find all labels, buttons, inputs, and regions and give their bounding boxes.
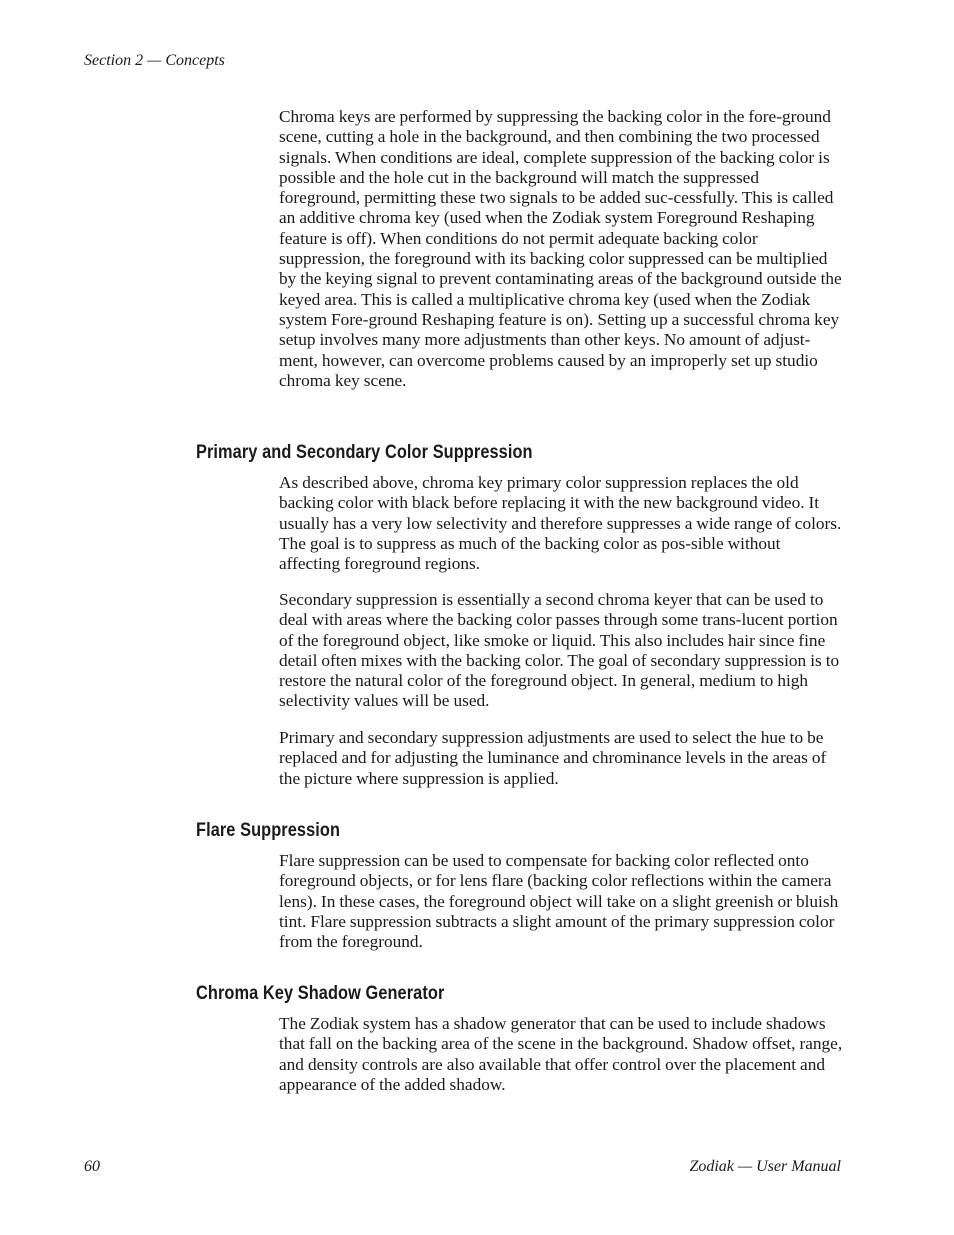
- running-head: Section 2 — Concepts: [84, 52, 225, 69]
- manual-title: Zodiak — User Manual: [689, 1158, 841, 1175]
- intro-paragraph: Chroma keys are performed by suppressing the backing color in the fore-ground scene, cutting a hole in the background, and then combining the two processed signals. When conditions are ideal, complete suppression of the backing color is possible and the hole cut in the background will match the suppressed foreground, permitting these two signals to be added suc-cessfully. This is called an additive chroma key (used when the Zodiak system Foreground Reshaping feature is off). When conditions do not permit adequate backing color suppression, the foreground with its backing color suppressed can be multiplied by the keying signal to prevent contaminating areas of the background outside the keyed area. This is called a multiplicative chroma key (used when the Zodiak system Fore-ground Reshaping feature is on). Setting up a successful chroma key setup involves many more adjustments than other keys. No amount of adjust-ment, however, can overcome problems caused by an improperly set up studio chroma key scene.: [279, 107, 842, 390]
- flare-suppression-block: [279, 851, 843, 952]
- body-paragraph: Primary and secondary suppression adjustments are used to select the hue to be replaced and for adjusting the luminance and chrominance levels in the areas of the picture where suppression is applied.: [279, 728, 827, 788]
- intro-block: [279, 107, 843, 391]
- heading-primary-secondary-suppression: Primary and Secondary Color Suppression: [196, 442, 533, 463]
- body-paragraph: Secondary suppression is essentially a second chroma keyer that can be used to deal with areas where the backing color passes through some trans-lucent portion of the foreground object, like smoke or liquid. This also includes hair since fine detail often mixes with the backing color. The goal of secondary suppression is to restore the natural color of the foreground object. In general, medium to high selectivity values will be used.: [279, 590, 840, 711]
- body-paragraph: As described above, chroma key primary color suppression replaces the old backing color with black before replacing it with the new background video. It usually has a very low selectivity and therefore suppresses a wide range of colors. The goal is to suppress as much of the backing color as pos-sible without affecting foreground regions.: [279, 473, 842, 574]
- shadow-generator-block: [279, 1014, 843, 1095]
- secondary-suppression-block: [279, 590, 843, 712]
- heading-flare-suppression: Flare Suppression: [196, 820, 341, 841]
- body-paragraph: The Zodiak system has a shadow generator that can be used to include shadows that fall on the backing area of the scene in the background. Shadow offset, range, and density controls are also available that offer control over the placement and appearance of the added shadow.: [279, 1014, 843, 1094]
- body-paragraph: Flare suppression can be used to compensate for backing color reflected onto foreground objects, or for lens flare (backing color reflections within the camera lens). In these cases, the foreground object will take on a slight greenish or bluish tint. Flare suppression subtracts a slight amount of the primary suppression color from the foreground.: [279, 851, 839, 952]
- suppression-adjustments-block: [279, 728, 843, 789]
- primary-secondary-suppression-block: [279, 473, 843, 574]
- heading-chroma-key-shadow-generator: Chroma Key Shadow Generator: [196, 983, 445, 1004]
- page-number: 60: [84, 1158, 100, 1175]
